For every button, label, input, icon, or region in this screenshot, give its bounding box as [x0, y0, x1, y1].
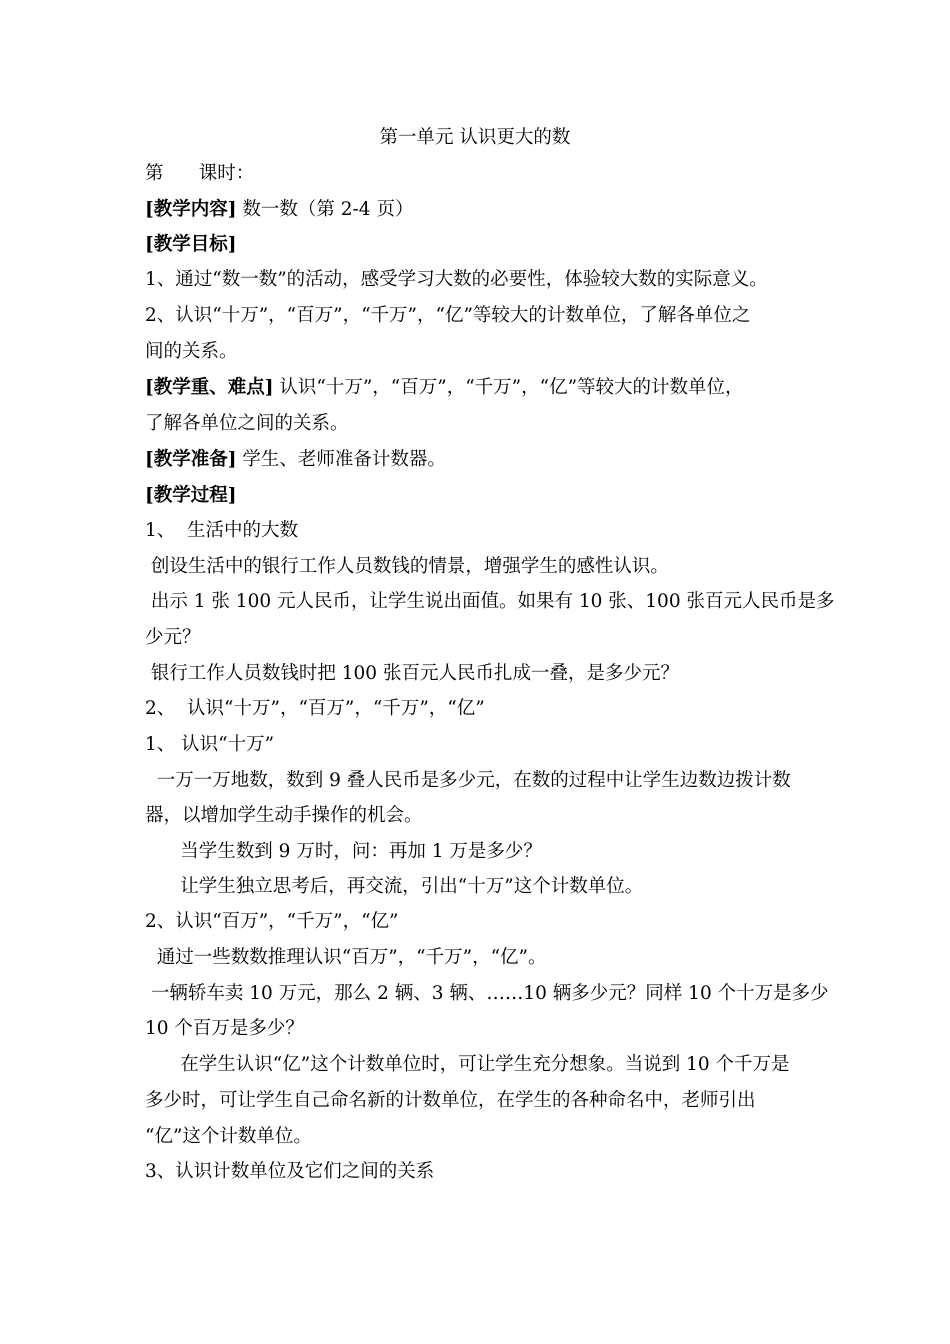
section-2-2-para-1: 通过一些数数推理认识“百万”，“千万”，“亿”。: [145, 947, 547, 968]
section-2-2-para-3-line-2: 多少时，可让学生自己命名新的计数单位，在学生的各种命名中，老师引出: [145, 1090, 756, 1111]
section-2-2-para-2-line-2: 10 个百万是多少？: [145, 1018, 304, 1039]
content-line: [145, 198, 810, 222]
content-text: 数一数（第 2-4 页）: [236, 199, 414, 220]
section-1-para-2-line-1: 出示 1 张 100 元人民币，让学生说出面值。如果有 10 张、100 张百元人民币是多: [145, 591, 835, 612]
section-1-heading: 1、 生活中的大数: [145, 520, 299, 541]
section-2-1-para-1-line-2: 器，以增加学生动手操作的机会。: [145, 805, 423, 826]
lesson-label: 第 课时：: [145, 163, 255, 184]
goal-item-2-line-1: 2、认识“十万”，“百万”，“千万”，“亿”等较大的计数单位，了解各单位之: [145, 305, 751, 326]
section-1-para-3: 银行工作人员数钱时把 100 张百元人民币扎成一叠，是多少元？: [145, 663, 679, 684]
section-1-para-1: 创设生活中的银行工作人员数钱的情景，增强学生的感性认识。: [145, 556, 669, 577]
section-2-2-para-3-line-1: 在学生认识“亿”这个计数单位时，可让学生充分想象。当说到 10 个千万是: [145, 1054, 790, 1075]
page-title: 第一单元 认识更大的数: [379, 127, 571, 148]
section-2-2-heading: 2、认识“百万”，“千万”，“亿”: [145, 911, 399, 932]
section-3-heading: 3、认识计数单位及它们之间的关系: [145, 1161, 435, 1182]
key-points-line-2: 了解各单位之间的关系。: [145, 413, 349, 434]
content-label: [教学内容]: [145, 199, 237, 220]
goals-label: [教学目标]: [145, 234, 237, 255]
goal-item-1: 1、通过“数一数”的活动，感受学习大数的必要性，体验较大数的实际意义。: [145, 269, 768, 290]
section-2-1-heading: 1、 认识“十万”: [145, 734, 275, 755]
section-2-1-para-3: 让学生独立思考后，再交流，引出“十万”这个计数单位。: [145, 876, 644, 897]
key-points-label: [教学重、难点]: [145, 377, 274, 398]
section-2-heading: 2、 认识“十万”，“百万”，“千万”，“亿”: [145, 698, 485, 719]
section-2-1-para-2: 当学生数到 9 万时，问：再加 1 万是多少？: [145, 841, 542, 862]
key-points-line: [145, 376, 810, 400]
prep-text: 学生、老师准备计数器。: [236, 449, 446, 470]
prep-line: [145, 448, 810, 472]
prep-label: [教学准备]: [145, 449, 237, 470]
section-2-1-para-1-line-1: 一万一万地数，数到 9 叠人民币是多少元，在数的过程中让学生边数边拨计数: [145, 770, 791, 791]
section-2-2-para-3-line-3: “亿”这个计数单位。: [145, 1126, 312, 1147]
section-1-para-2-line-2: 少元？: [145, 627, 201, 648]
process-label: [教学过程]: [145, 485, 237, 506]
key-points-text: 认识“十万”，“百万”，“千万”，“亿”等较大的计数单位，: [273, 377, 744, 398]
goal-item-2-line-2: 间的关系。: [145, 341, 238, 362]
section-2-2-para-2-line-1: 一辆轿车卖 10 万元，那么 2 辆、3 辆、……10 辆多少元？同样 10 个十万是多少: [145, 983, 829, 1004]
